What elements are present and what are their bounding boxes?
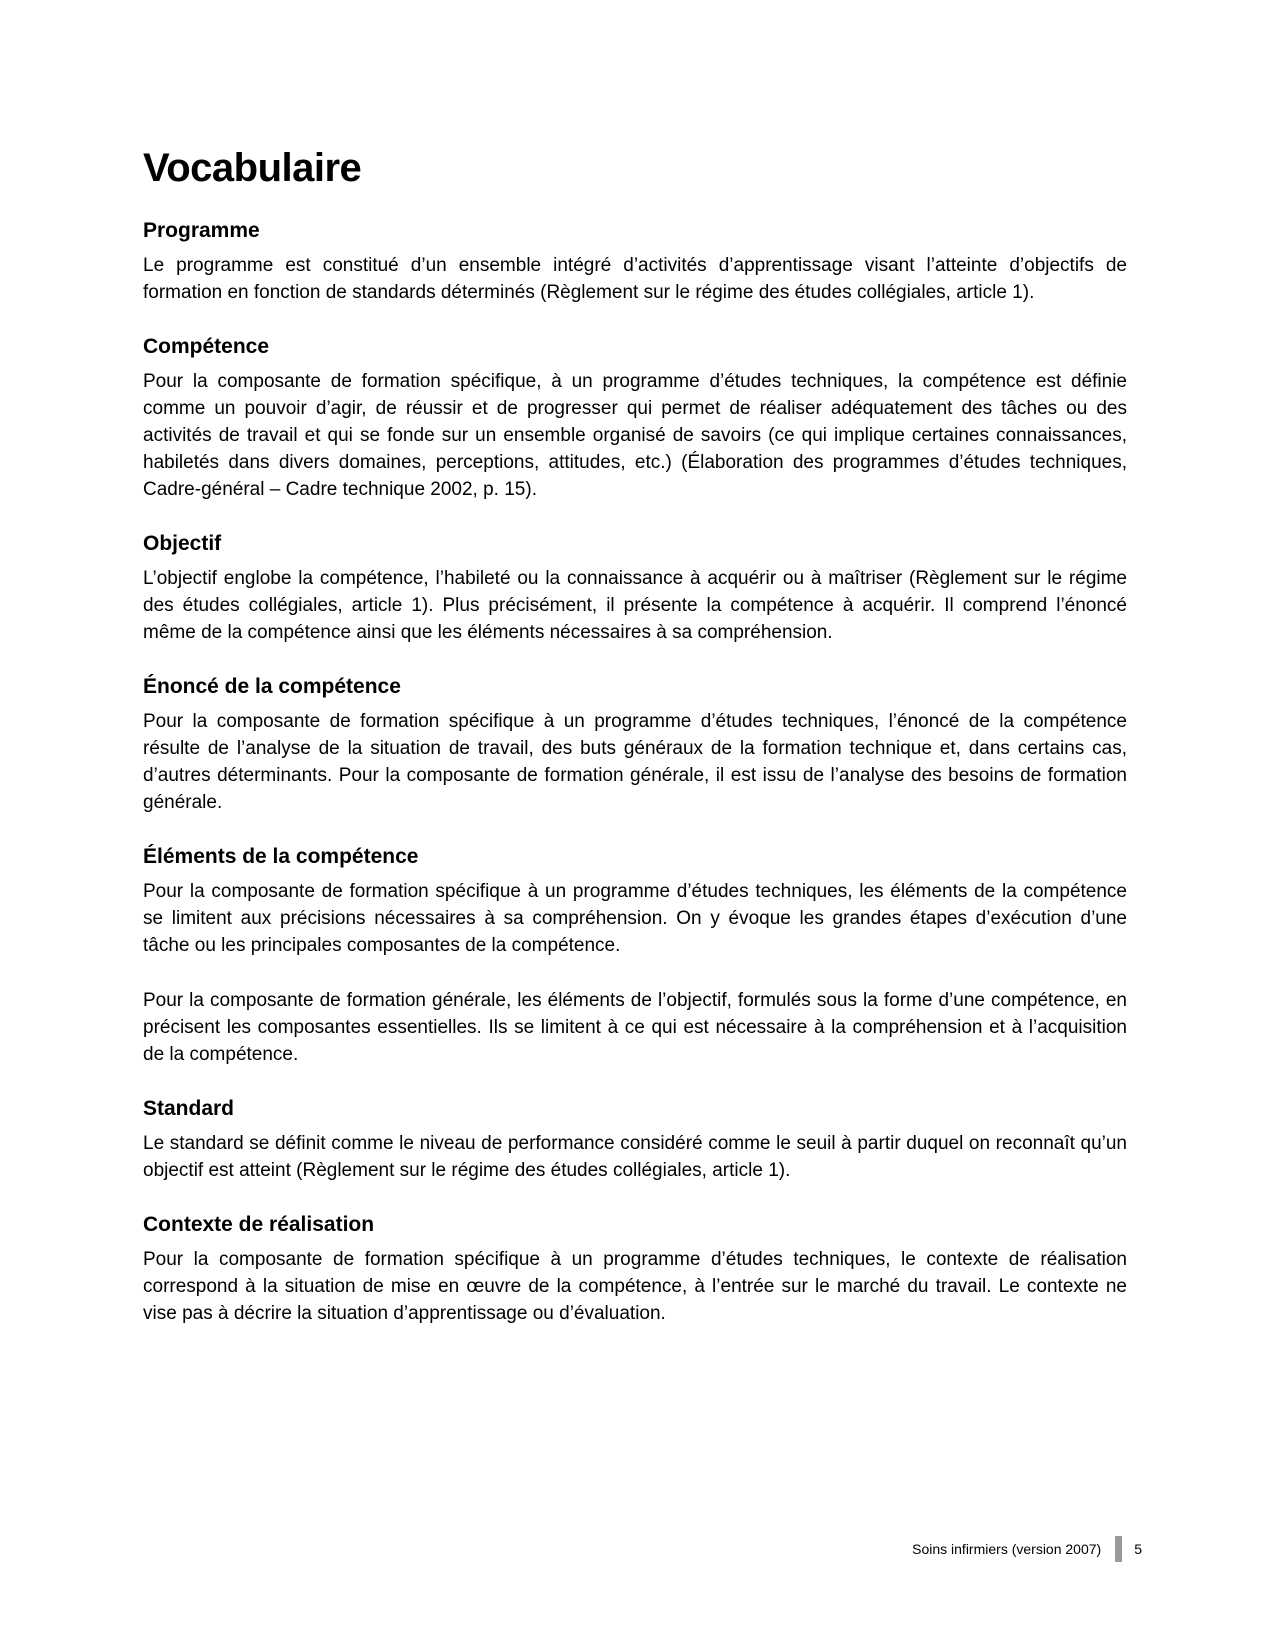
section-paragraph: Pour la composante de formation spécifique à un programme d’études techniques, l’énoncé de la compétence résulte de l’analyse de la situation de travail, des buts généraux de la formation technique et, dans certains cas, d’autres déterminants. Pour la composante de formation générale, il est issu de l’analyse des besoins de formation générale. — [143, 711, 1127, 813]
footer-label: Soins infirmiers (version 2007) — [912, 1541, 1102, 1557]
section-competence — [143, 334, 1127, 503]
footer-separator-bar — [1115, 1536, 1122, 1562]
page-footer — [912, 1536, 1142, 1562]
section-enonce-de-la-competence — [143, 674, 1127, 816]
section-programme — [143, 218, 1127, 306]
section-paragraph: Pour la composante de formation spécifique à un programme d’études techniques, les éléments de la compétence se limitent aux précisions nécessaires à sa compréhension. On y évoque les grandes étapes d’exécution d’une tâche ou les principales composantes de la compétence. — [143, 881, 1127, 956]
section-paragraph: Pour la composante de formation spécifique, à un programme d’études techniques, la compétence est définie comme un pouvoir d’agir, de réussir et de progresser qui permet de réaliser adéquatement des tâches ou des activités de travail et qui se fonde sur un ensemble organisé de savoirs (ce qui implique certaines connaissances, habiletés dans divers domaines, perceptions, attitudes, etc.) (Élaboration des programmes d’études techniques, Cadre-général – Cadre technique 2002, p. 15). — [143, 371, 1127, 500]
section-heading: Éléments de la compétence — [143, 845, 419, 868]
section-elements-de-la-competence — [143, 844, 1127, 1068]
section-heading: Compétence — [143, 335, 270, 358]
section-heading: Standard — [143, 1097, 235, 1120]
section-paragraph: Pour la composante de formation spécifique à un programme d’études techniques, le contexte de réalisation correspond à la situation de mise en œuvre de la compétence, à l’entrée sur le marché du travail. Le contexte ne vise pas à décrire la situation d’apprentissage ou d’évaluation. — [143, 1249, 1127, 1324]
section-heading: Contexte de réalisation — [143, 1213, 375, 1236]
footer-page-number: 5 — [1134, 1541, 1142, 1557]
page-title: Vocabulaire — [143, 146, 362, 190]
section-heading: Objectif — [143, 532, 222, 555]
section-heading: Énoncé de la compétence — [143, 675, 401, 698]
section-standard — [143, 1096, 1127, 1184]
section-heading: Programme — [143, 219, 260, 242]
section-paragraph: Le programme est constitué d’un ensemble intégré d’activités d’apprentissage visant l’atteinte d’objectifs de formation en fonction de standards déterminés (Règlement sur le régime des études collégiales, article 1). — [143, 255, 1127, 303]
section-contexte-de-realisation — [143, 1212, 1127, 1327]
section-paragraph: Pour la composante de formation générale, les éléments de l’objectif, formulés sous la forme d’une compétence, en précisent les composantes essentielles. Ils se limitent à ce qui est nécessaire à la compréhension et à l’acquisition de la compétence. — [143, 990, 1127, 1065]
section-paragraph: L’objectif englobe la compétence, l’habileté ou la connaissance à acquérir ou à maîtriser (Règlement sur le régime des études collégiales, article 1). Plus précisément, il présente la compétence à acquérir. Il comprend l’énoncé même de la compétence ainsi que les éléments nécessaires à sa compréhension. — [143, 568, 1127, 643]
section-paragraph: Le standard se définit comme le niveau de performance considéré comme le seuil à partir duquel on reconnaît qu’un objectif est atteint (Règlement sur le régime des études collégiales, article 1). — [143, 1133, 1127, 1181]
document-content — [143, 146, 1127, 1327]
section-objectif — [143, 531, 1127, 646]
